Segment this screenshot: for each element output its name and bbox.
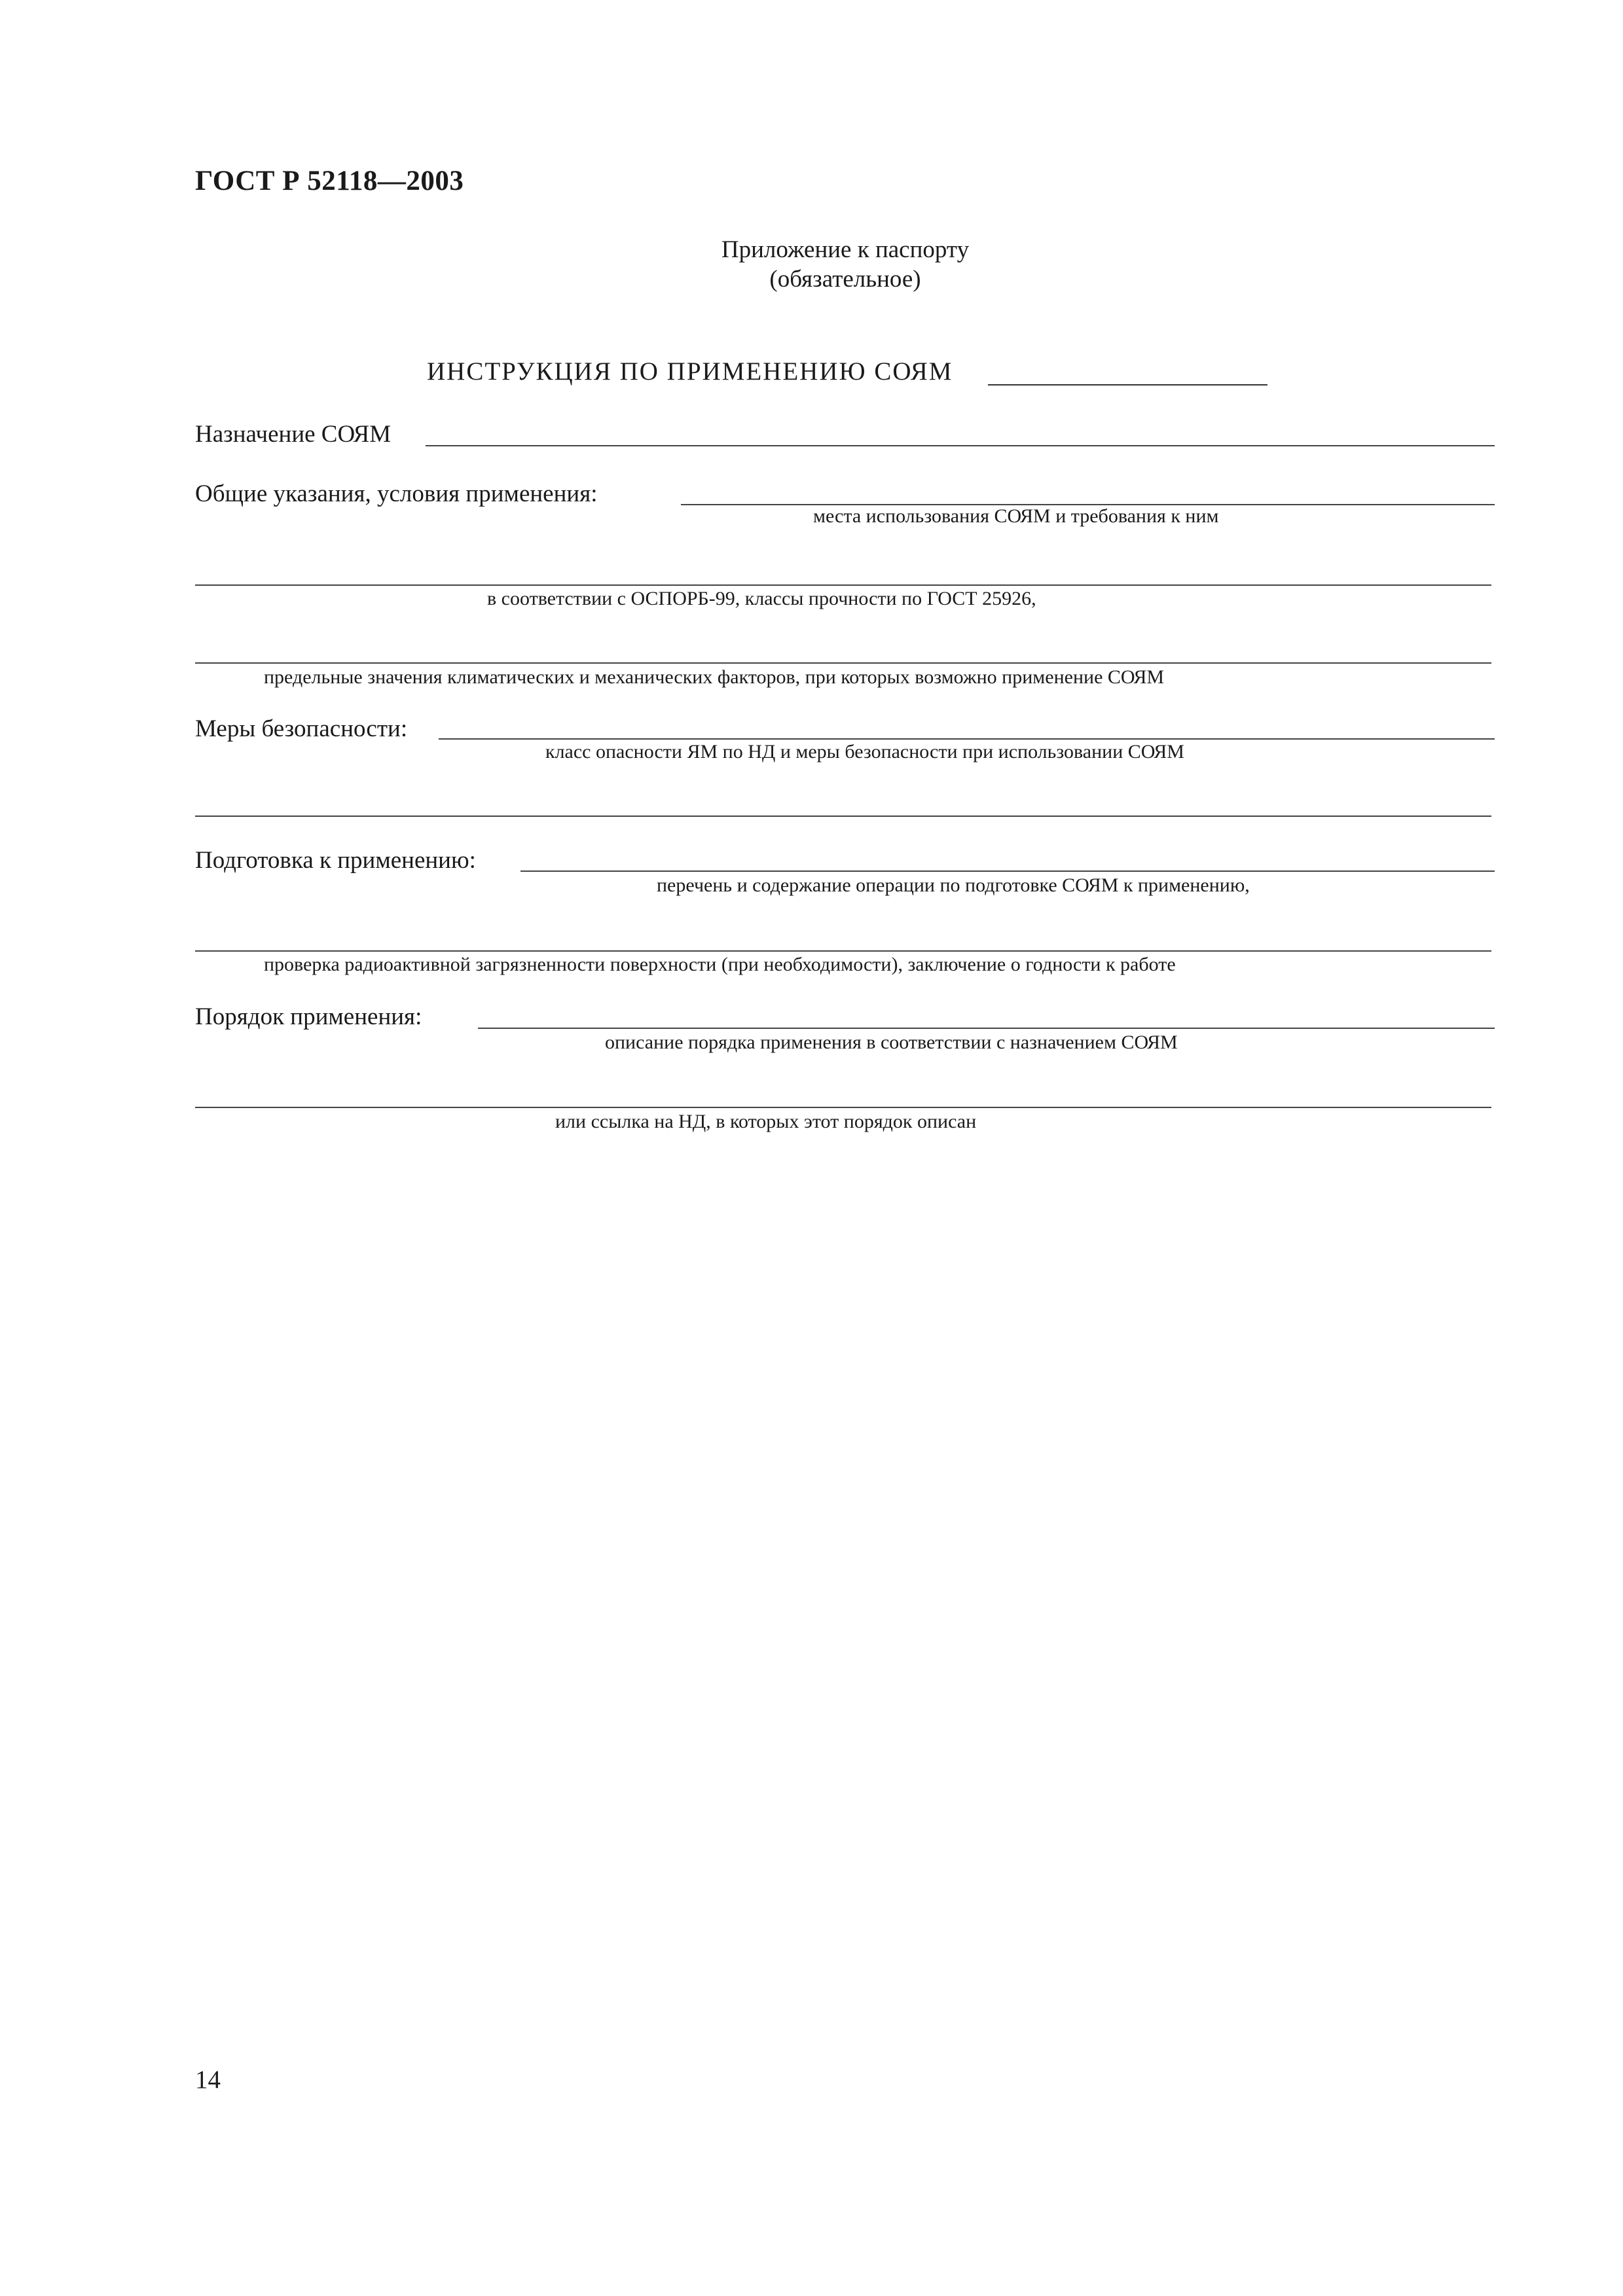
form-title: ИНСТРУКЦИЯ ПО ПРИМЕНЕНИЮ СОЯМ [427, 357, 953, 386]
general-hint-3: предельные значения климатических и механических факторов, при которых возможно применение СОЯМ [264, 666, 1165, 688]
appendix-status: (обязательное) [769, 266, 921, 293]
purpose-fill-line [426, 445, 1495, 446]
procedure-hint-2: или ссылка на НД, в которых этот порядок описан [555, 1111, 977, 1132]
general-hint-1: места использования СОЯМ и требования к ним [813, 505, 1219, 527]
title-fill-line [988, 384, 1267, 386]
preparation-label: Подготовка к применению: [195, 847, 476, 874]
safety-fill-line-2 [195, 816, 1491, 817]
procedure-label: Порядок применения: [195, 1003, 422, 1030]
procedure-fill-line-1 [478, 1028, 1495, 1029]
safety-label: Меры безопасности: [195, 715, 408, 742]
general-label: Общие указания, условия применения: [195, 480, 598, 507]
preparation-hint-2: проверка радиоактивной загрязненности поверхности (при необходимости), заключение о годности к работе [264, 954, 1176, 975]
general-hint-2: в соответствии с ОСПОРБ-99, классы прочности по ГОСТ 25926, [487, 588, 1036, 609]
safety-fill-line-1 [439, 738, 1495, 740]
procedure-hint-1: описание порядка применения в соответствии с назначением СОЯМ [605, 1031, 1178, 1053]
purpose-label: Назначение СОЯМ [195, 421, 392, 448]
preparation-hint-1: перечень и содержание операции по подготовке СОЯМ к применению, [657, 874, 1250, 896]
general-fill-line-3 [195, 662, 1491, 664]
safety-hint-1: класс опасности ЯМ по НД и меры безопасности при использовании СОЯМ [545, 741, 1184, 762]
general-fill-line-2 [195, 584, 1491, 586]
appendix-title: Приложение к паспорту [721, 236, 970, 263]
procedure-fill-line-2 [195, 1107, 1491, 1108]
preparation-fill-line-1 [520, 870, 1495, 872]
preparation-fill-line-2 [195, 950, 1491, 952]
page-number: 14 [195, 2066, 221, 2094]
document-code: ГОСТ Р 52118—2003 [195, 166, 464, 196]
